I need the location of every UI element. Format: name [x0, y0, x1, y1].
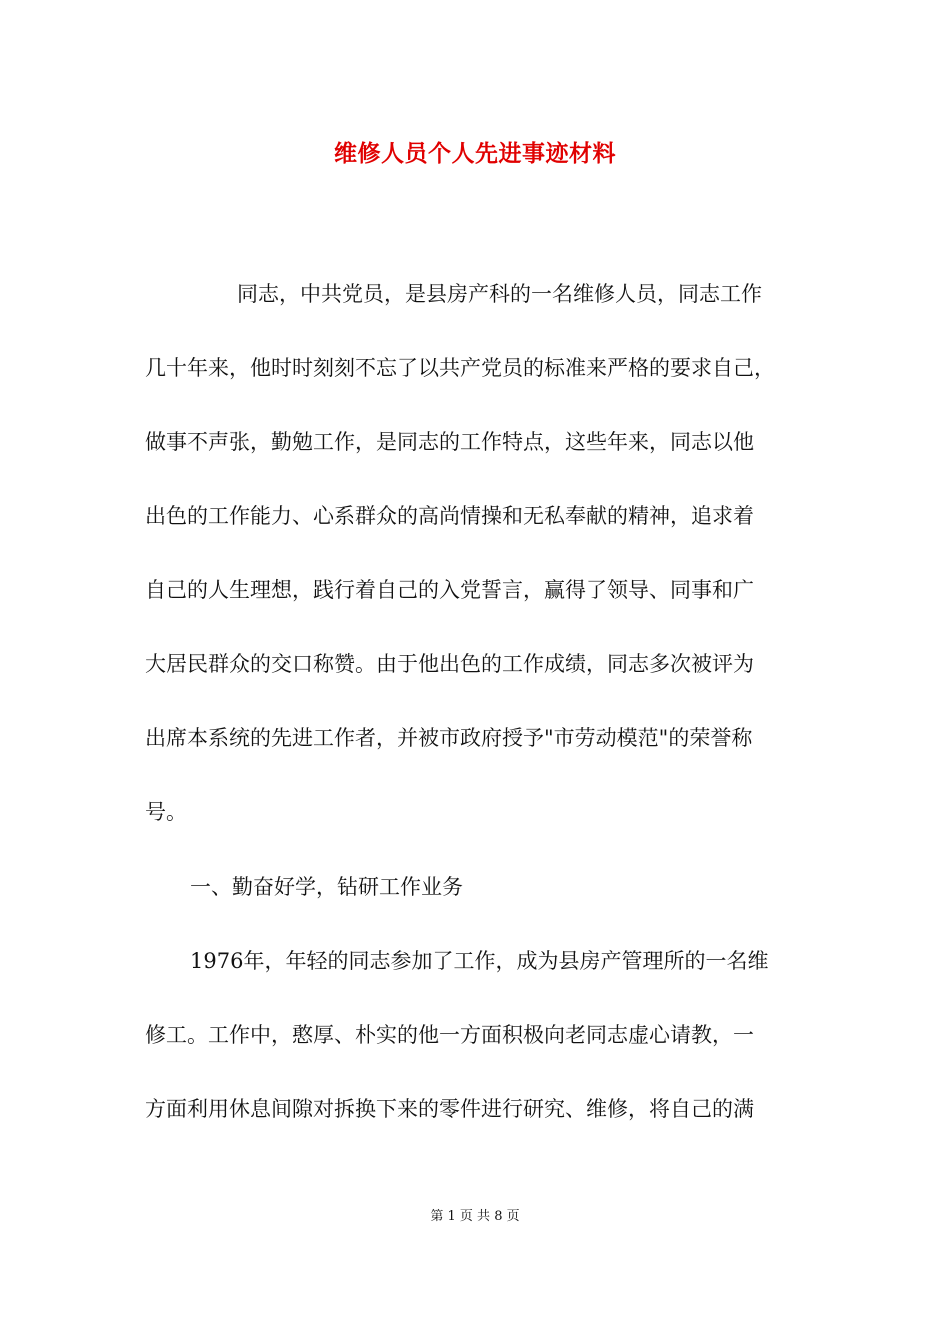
section-heading: 一、勤奋好学，钻研工作业务 [190, 875, 463, 899]
paragraph-line: 修工。工作中，憨厚、朴实的他一方面积极向老同志虚心请教，一 [145, 1023, 754, 1047]
paragraph-line: 大居民群众的交口称赞。由于他出色的工作成绩，同志多次被评为 [145, 652, 754, 676]
document-title: 维修人员个人先进事迹材料 [334, 140, 616, 167]
paragraph-line: 出色的工作能力、心系群众的高尚情操和无私奉献的精神，追求着 [145, 504, 754, 528]
paragraph-line: 1976年，年轻的同志参加了工作，成为县房产管理所的一名维 [190, 949, 769, 973]
paragraph-line: 几十年来，他时时刻刻不忘了以共产党员的标准来严格的要求自己， [145, 356, 775, 380]
paragraph-line: 同志，中共党员，是县房产科的一名维修人员，同志工作 [237, 282, 762, 306]
page-number-footer: 第 1 页 共 8 页 [430, 1209, 520, 1224]
paragraph-line: 方面利用休息间隙对拆换下来的零件进行研究、维修，将自己的满 [145, 1097, 754, 1121]
paragraph-line: 号。 [145, 800, 187, 824]
paragraph-line: 出席本系统的先进工作者，并被市政府授予"市劳动模范"的荣誉称 [145, 726, 753, 750]
paragraph-line: 自己的人生理想，践行着自己的入党誓言，赢得了领导、同事和广 [145, 578, 754, 602]
paragraph-line: 做事不声张，勤勉工作，是同志的工作特点，这些年来，同志以他 [145, 430, 754, 454]
